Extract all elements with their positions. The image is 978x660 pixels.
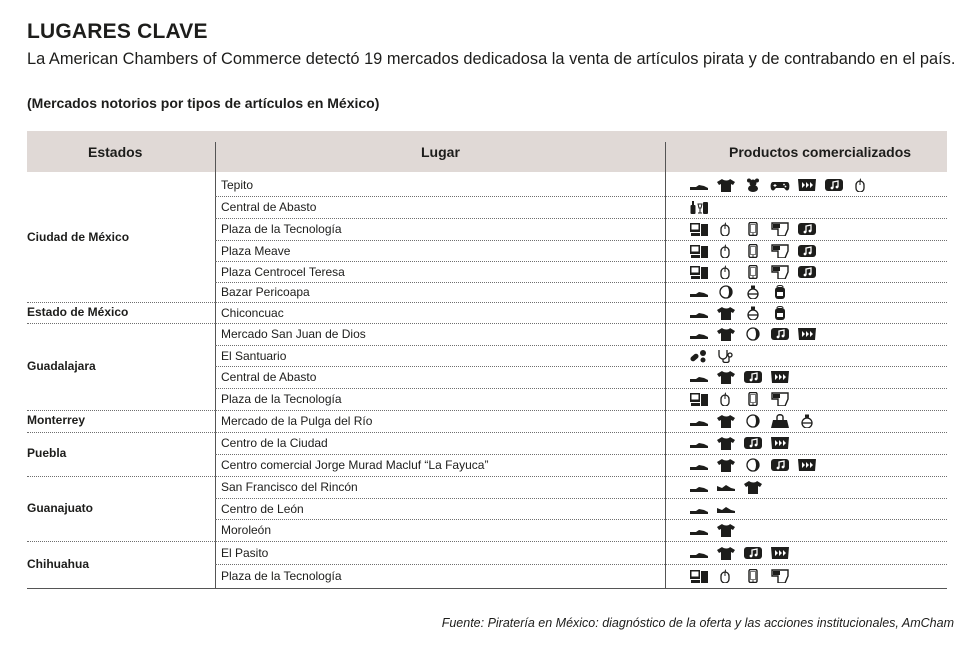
stethoscope-icon — [716, 349, 736, 363]
disc-icon — [743, 414, 763, 428]
row-divider — [215, 541, 947, 542]
media-forward-icon — [797, 327, 817, 341]
place-name: Plaza de la Tecnología — [221, 392, 342, 406]
mouse-icon — [716, 569, 736, 583]
product-icons — [689, 370, 790, 384]
place-name: El Pasito — [221, 545, 269, 560]
media-forward-icon — [770, 546, 790, 560]
disc-icon — [743, 458, 763, 472]
tshirt-icon — [716, 370, 736, 384]
subtitle: La American Chambers of Commerce detectó 19 mercados dedicadosa la venta de artículos pirata y de contrabando en el país. — [27, 50, 956, 68]
computer-icon — [689, 222, 709, 236]
state-label: Ciudad de México — [27, 230, 130, 244]
camera-icon — [770, 265, 790, 279]
product-icons — [689, 436, 790, 450]
product-icons — [689, 414, 817, 428]
state-label: Monterrey — [27, 413, 86, 427]
place-name: Chiconcuac — [221, 305, 284, 320]
handbag-icon — [770, 414, 790, 428]
place-name: Centro de León — [221, 501, 304, 516]
place-name: Mercado San Juan de Dios — [221, 327, 366, 341]
shoe-icon — [689, 306, 709, 320]
row-divider — [215, 366, 947, 367]
shoe-icon — [689, 414, 709, 428]
perfume-icon — [797, 414, 817, 428]
place-name: Centro de la Ciudad — [221, 436, 328, 450]
media-forward-icon — [797, 458, 817, 472]
product-icons — [689, 546, 790, 560]
product-icons — [689, 502, 736, 516]
product-icons — [689, 265, 817, 279]
music-player-icon — [743, 436, 763, 450]
mouse-icon — [716, 265, 736, 279]
tshirt-icon — [716, 327, 736, 341]
phone-icon — [743, 222, 763, 236]
row-divider — [215, 282, 947, 283]
disc-icon — [743, 327, 763, 341]
music-player-icon — [743, 370, 763, 384]
shoe-icon — [689, 327, 709, 341]
column-header-lugar: Lugar — [421, 144, 460, 160]
row-divider — [215, 388, 947, 389]
state-label: Estado de México — [27, 304, 129, 319]
music-player-icon — [770, 458, 790, 472]
row-divider — [215, 302, 947, 303]
page-title: LUGARES CLAVE — [27, 20, 208, 43]
state-divider — [27, 323, 215, 324]
music-player-icon — [797, 222, 817, 236]
product-icons — [689, 306, 790, 320]
tshirt-icon — [716, 436, 736, 450]
column-header-estados: Estados — [88, 144, 143, 160]
camera-icon — [770, 392, 790, 406]
media-forward-icon — [770, 436, 790, 450]
row-divider — [215, 432, 947, 433]
phone-icon — [743, 244, 763, 258]
product-icons — [689, 244, 817, 258]
phone-icon — [743, 569, 763, 583]
music-player-icon — [797, 244, 817, 258]
state-label: Chihuahua — [27, 556, 89, 571]
row-divider — [215, 519, 947, 520]
state-divider — [27, 476, 215, 477]
place-name: Plaza Centrocel Teresa — [221, 264, 345, 279]
place-name: Mercado de la Pulga del Río — [221, 414, 373, 428]
camera-icon — [770, 569, 790, 583]
row-divider — [215, 476, 947, 477]
tshirt-icon — [716, 523, 736, 537]
column-divider — [215, 142, 216, 588]
row-divider — [215, 323, 947, 324]
place-name: El Santuario — [221, 348, 287, 363]
row-divider — [215, 410, 947, 411]
computer-icon — [689, 244, 709, 258]
perfume-icon — [743, 285, 763, 299]
product-icons — [689, 285, 790, 299]
mouse-icon — [716, 392, 736, 406]
pills-icon — [689, 349, 709, 363]
shoe-icon — [689, 480, 709, 494]
product-icons — [689, 222, 817, 236]
product-icons — [689, 178, 871, 192]
sneaker-icon — [716, 480, 736, 494]
product-icons — [689, 349, 736, 363]
product-icons — [689, 327, 817, 341]
music-player-icon — [743, 546, 763, 560]
product-icons — [689, 480, 763, 494]
computer-icon — [689, 392, 709, 406]
shoe-icon — [689, 523, 709, 537]
phone-icon — [743, 265, 763, 279]
product-icons — [689, 523, 736, 537]
place-name: Tepito — [221, 178, 254, 192]
perfume-icon — [743, 306, 763, 320]
shoe-icon — [689, 436, 709, 450]
tshirt-icon — [716, 414, 736, 428]
shoe-icon — [689, 546, 709, 560]
column-header-productos: Productos comercializados — [729, 144, 912, 160]
product-icons — [689, 569, 790, 583]
disc-icon — [716, 285, 736, 299]
tshirt-icon — [716, 306, 736, 320]
state-label: Guadalajara — [27, 358, 96, 373]
music-player-icon — [797, 265, 817, 279]
place-name: San Francisco del Rincón — [221, 480, 358, 494]
backpack-icon — [770, 306, 790, 320]
mouse-icon — [716, 244, 736, 258]
shoe-icon — [689, 285, 709, 299]
camera-icon — [770, 244, 790, 258]
state-divider — [27, 302, 215, 303]
row-divider — [215, 218, 947, 219]
product-icons — [689, 458, 817, 472]
row-divider — [215, 454, 947, 455]
music-player-icon — [770, 327, 790, 341]
table-header — [27, 131, 947, 172]
product-icons — [689, 392, 790, 406]
state-divider — [27, 432, 215, 433]
place-name: Plaza de la Tecnología — [221, 569, 342, 583]
mouse-icon — [851, 178, 871, 192]
shoe-icon — [689, 370, 709, 384]
column-divider — [665, 142, 666, 588]
computer-icon — [689, 265, 709, 279]
row-divider — [215, 498, 947, 499]
tshirt-icon — [716, 546, 736, 560]
shoe-icon — [689, 502, 709, 516]
place-name: Central de Abasto — [221, 200, 317, 214]
teddy-bear-icon — [743, 178, 763, 192]
place-name: Centro comercial Jorge Murad Macluf “La Fayuca” — [221, 458, 489, 472]
row-divider — [215, 240, 947, 241]
state-label: Guanajuato — [27, 500, 94, 515]
state-divider — [27, 410, 215, 411]
phone-icon — [743, 392, 763, 406]
media-forward-icon — [770, 370, 790, 384]
camera-icon — [770, 222, 790, 236]
bottles-icon — [689, 200, 709, 214]
row-divider — [215, 345, 947, 346]
media-forward-icon — [797, 178, 817, 192]
product-icons — [689, 200, 709, 214]
computer-icon — [689, 569, 709, 583]
gamepad-icon — [770, 178, 790, 192]
place-name: Plaza Meave — [221, 243, 291, 258]
tshirt-icon — [716, 178, 736, 192]
row-divider — [215, 196, 947, 197]
row-divider — [215, 564, 947, 565]
sneaker-icon — [716, 502, 736, 516]
backpack-icon — [770, 285, 790, 299]
place-name: Bazar Pericoapa — [221, 285, 310, 299]
shoe-icon — [689, 178, 709, 192]
mouse-icon — [716, 222, 736, 236]
place-name: Plaza de la Tecnología — [221, 222, 342, 236]
state-divider — [27, 541, 215, 542]
tshirt-icon — [716, 458, 736, 472]
music-player-icon — [824, 178, 844, 192]
table-bottom-rule — [27, 588, 947, 589]
shoe-icon — [689, 458, 709, 472]
state-label: Puebla — [27, 446, 67, 460]
place-name: Moroleón — [221, 523, 272, 537]
section-title: (Mercados notorios por tipos de artículos en México) — [27, 95, 380, 111]
row-divider — [215, 261, 947, 262]
source-note: Fuente: Piratería en México: diagnóstico de la oferta y las acciones institucionales, AmCham — [441, 616, 954, 630]
tshirt-icon — [743, 480, 763, 494]
place-name: Central de Abasto — [221, 370, 317, 384]
